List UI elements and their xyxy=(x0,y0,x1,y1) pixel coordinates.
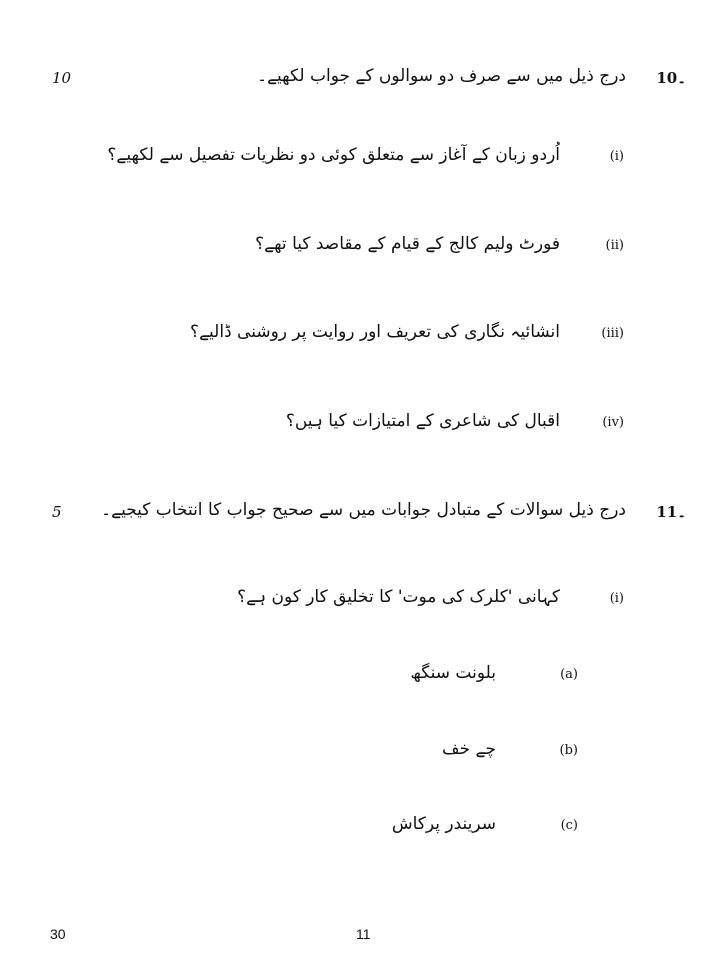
q11-option-b-text: چے خف xyxy=(442,739,496,759)
q10-item-4-label: (iv) xyxy=(602,415,624,430)
question-11-number: 11۔ xyxy=(656,503,686,521)
question-10-number: 10۔ xyxy=(656,69,686,87)
question-11-instruction: درج ذیل سوالات کے متبادل جوابات میں سے صحیح جواب کا انتخاب کیجیے۔ xyxy=(101,500,626,520)
question-11-marks: 5 xyxy=(52,503,62,521)
question-10-marks: 10 xyxy=(52,69,72,87)
question-10-instruction: درج ذیل میں سے صرف دو سوالوں کے جواب لکھیے۔ xyxy=(257,66,626,86)
footer-page-number: 11 xyxy=(356,926,371,942)
q10-item-1-label: (i) xyxy=(609,149,624,164)
q10-item-3-text: انشائیہ نگاری کی تعریف اور روایت پر روشنی ڈالیے؟ xyxy=(190,322,560,342)
q10-item-2-label: (ii) xyxy=(605,238,624,253)
q11-option-c-label: (c) xyxy=(560,818,578,833)
q11-item-1-text: کہانی 'کلرک کی موت' کا تخلیق کار کون ہے؟ xyxy=(237,587,560,607)
q10-item-2-text: فورٹ ولیم کالج کے قیام کے مقاصد کیا تھے؟ xyxy=(255,234,560,254)
q10-item-4-text: اقبال کی شاعری کے امتیازات کیا ہیں؟ xyxy=(285,411,560,431)
footer-code: 30 xyxy=(50,926,66,942)
q11-option-b-label: (b) xyxy=(559,743,578,758)
q11-option-a-text: بلونت سنگھ xyxy=(410,663,496,683)
q11-option-a-label: (a) xyxy=(560,667,578,682)
q11-option-c-text: سریندر پرکاش xyxy=(391,814,496,834)
q10-item-1-text: اُردو زبان کے آغاز سے متعلق کوئی دو نظریات تفصیل سے لکھیے؟ xyxy=(107,145,560,165)
q11-item-1-label: (i) xyxy=(609,591,624,606)
q10-item-3-label: (iii) xyxy=(601,326,624,341)
